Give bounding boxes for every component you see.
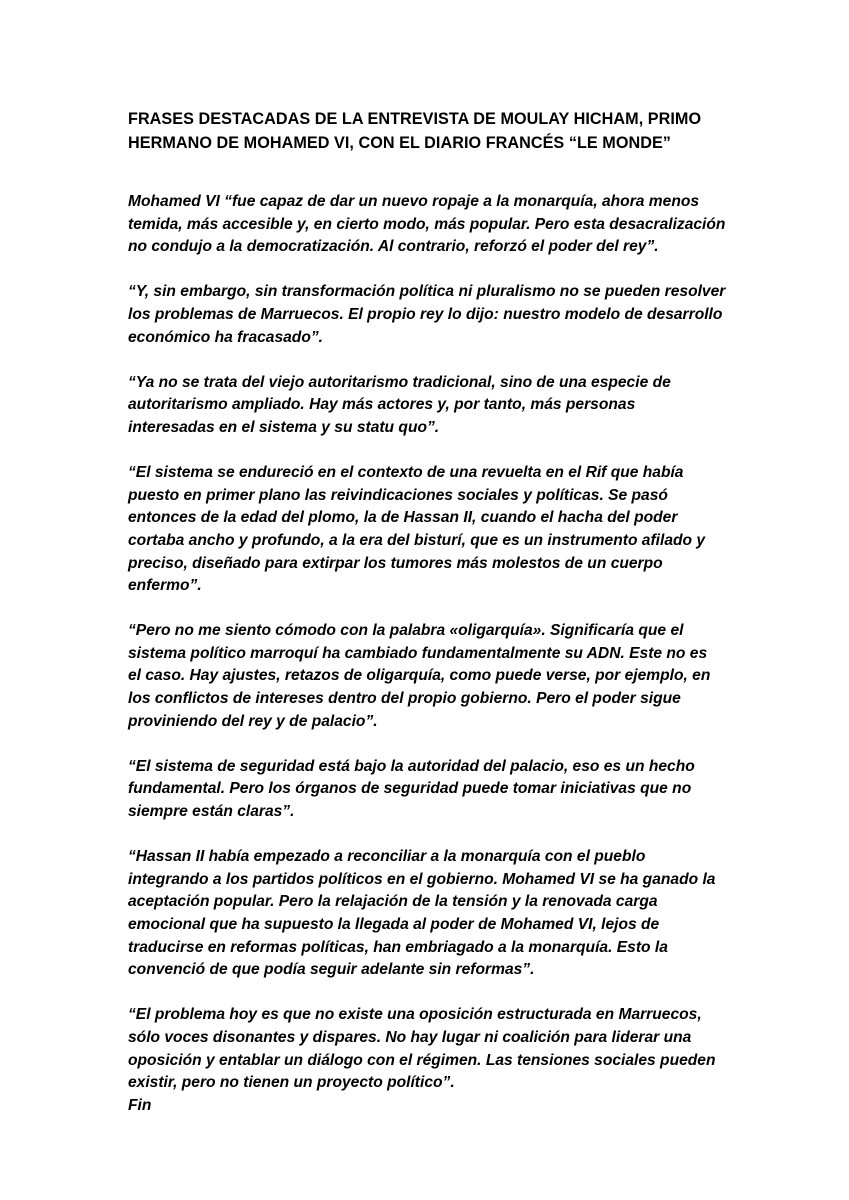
- text-line: siempre están claras”.: [128, 803, 295, 821]
- quote-paragraph: [128, 1004, 748, 1094]
- title-line: HERMANO DE MOHAMED VI, CON EL DIARIO FRANCÉS “LE MONDE”: [128, 134, 671, 152]
- text-line: los conflictos de intereses dentro del propio gobierno. Pero el poder sigue: [128, 690, 681, 708]
- quote-paragraph: [128, 281, 748, 349]
- text-line: sólo voces disonantes y dispares. No hay lugar ni coalición para liderar una: [128, 1028, 692, 1046]
- text-line: “Hassan II había empezado a reconciliar a la monarquía con el pueblo: [128, 848, 646, 866]
- text-line: fundamental. Pero los órganos de seguridad puede tomar iniciativas que no: [128, 780, 692, 798]
- closing-line: Fin: [128, 1096, 152, 1114]
- title-line: FRASES DESTACADAS DE LA ENTREVISTA DE MOULAY HICHAM, PRIMO: [128, 110, 702, 128]
- text-line: Mohamed VI “fue capaz de dar un nuevo ropaje a la monarquía, ahora menos: [128, 193, 700, 210]
- text-line: interesadas en el sistema y su statu quo”.: [128, 418, 440, 436]
- text-line: sistema político marroquí ha cambiado fundamentalmente su ADN. Este no es: [128, 644, 708, 662]
- text-line: los problemas de Marruecos. El propio rey lo dijo: nuestro modelo de desarrollo: [128, 305, 723, 323]
- text-line: integrando a los partidos políticos en el gobierno. Mohamed VI se ha ganado la: [128, 870, 716, 888]
- quote-paragraph: [128, 372, 748, 440]
- text-line: “Y, sin embargo, sin transformación política ni pluralismo no se pueden resolver: [128, 283, 726, 301]
- quote-paragraph: [128, 846, 748, 982]
- document-title: [128, 107, 748, 155]
- text-line: oposición y entablar un diálogo con el régimen. Las tensiones sociales pueden: [128, 1051, 716, 1069]
- text-line: enfermo”.: [128, 577, 202, 595]
- text-line: “Ya no se trata del viejo autoritarismo tradicional, sino de una especie de: [128, 373, 671, 391]
- text-line: “El sistema se endureció en el contexto de una revuelta en el Rif que había: [128, 464, 684, 482]
- text-line: traducirse en reformas políticas, han embriagado a la monarquía. Esto la: [128, 938, 668, 956]
- quote-paragraph: [128, 756, 748, 824]
- text-line: “El sistema de seguridad está bajo la autoridad del palacio, eso es un hecho: [128, 757, 695, 775]
- text-line: emocional que ha supuesto la llegada al poder de Mohamed VI, lejos de: [128, 916, 660, 933]
- text-line: existir, pero no tienen un proyecto político”.: [128, 1074, 455, 1092]
- text-line: “El problema hoy es que no existe una oposición estructurada en Marruecos,: [128, 1006, 702, 1024]
- text-line: temida, más accesible y, en cierto modo, más popular. Pero esta desacralización: [128, 215, 726, 233]
- text-line: “Pero no me siento cómodo con la palabra «oligarquía». Significaría que el: [128, 622, 684, 640]
- document-body: [128, 191, 748, 1140]
- text-line: el caso. Hay ajustes, retazos de oligarquía, como puede verse, por ejemplo, en: [128, 667, 711, 685]
- text-line: no condujo a la democratización. Al contrario, reforzó el poder del rey”.: [128, 238, 659, 256]
- quote-paragraph: [128, 191, 748, 259]
- closing-text: [128, 1095, 748, 1118]
- quote-paragraph: [128, 462, 748, 598]
- text-line: entonces de la edad del plomo, la de Hassan II, cuando el hacha del poder: [128, 509, 678, 527]
- text-line: puesto en primer plano las reivindicaciones sociales y políticas. Se pasó: [128, 486, 668, 504]
- text-line: económico ha fracasado”.: [128, 328, 323, 346]
- text-line: convenció de que podía seguir adelante sin reformas”.: [128, 961, 535, 979]
- text-line: aceptación popular. Pero la relajación de la tensión y la renovada carga: [128, 893, 658, 911]
- text-line: preciso, diseñado para extirpar los tumores más molestos de un cuerpo: [128, 554, 663, 572]
- quote-paragraph: [128, 620, 748, 733]
- text-line: autoritarismo ampliado. Hay más actores y, por tanto, más personas: [128, 396, 636, 414]
- text-line: cortaba ancho y profundo, a la era del bisturí, que es un instrumento afilado y: [128, 531, 706, 549]
- text-line: proviniendo del rey y de palacio”.: [128, 712, 378, 730]
